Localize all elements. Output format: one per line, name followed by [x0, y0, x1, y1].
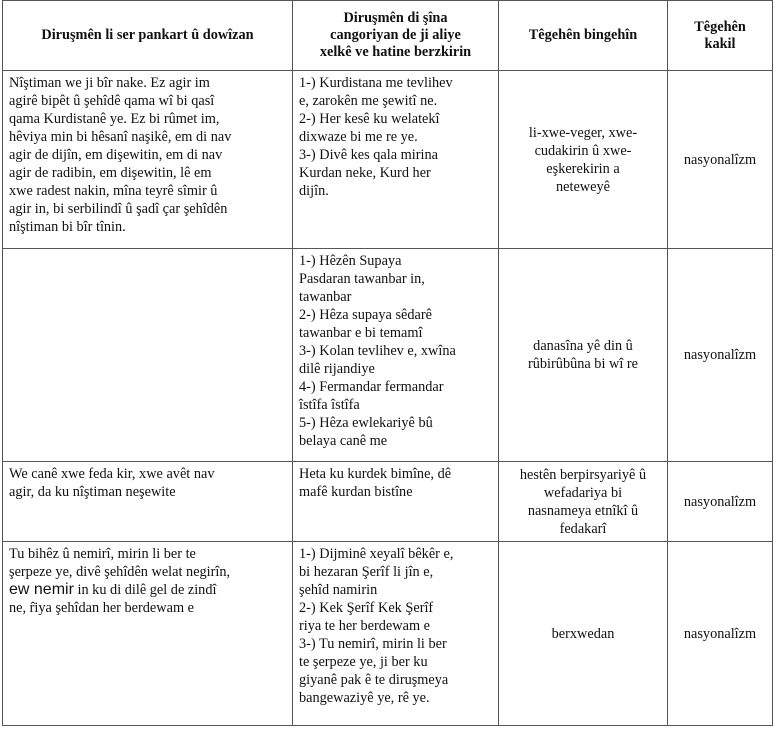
text-line: Heta ku kurdek bimîne, dê	[299, 466, 452, 482]
text-line: xwe radest nakin, mîna teyrê sîmir û	[9, 183, 218, 199]
slogan-banner-cell	[3, 71, 293, 249]
basic-concept-cell	[499, 542, 668, 726]
slogan-banner-cell	[3, 462, 293, 542]
text-line: şerpeze ye, divê şehîdên welat negirîn,	[9, 564, 231, 580]
text-line: tawanbar e bi temamî	[299, 325, 423, 341]
text-line: agirê bipêt û şehîdê qama wî bi qasî	[9, 93, 215, 109]
basic-concept-cell	[499, 249, 668, 462]
basic-concept-cell	[499, 462, 668, 542]
header-line: cangoriyan de ji aliye	[330, 27, 461, 43]
text-line: 5-) Hêza ewlekariyê bû	[299, 415, 433, 431]
text-line: 2-) Her kesê ku welatekî	[299, 111, 440, 127]
text-line: tawanbar	[299, 289, 352, 305]
text-line: agir, da ku nîştiman neşewite	[9, 484, 176, 500]
text-line: giyanê pak ê te diruşmeya	[299, 672, 449, 688]
table-row	[3, 249, 773, 462]
text-line: agir in, bi serbilindî û şadî çar şehîdên	[9, 201, 228, 217]
header-line: kakil	[704, 35, 736, 52]
header-row	[3, 1, 773, 71]
text-line: 3-) Tu nemirî, mirin li ber	[299, 636, 447, 652]
text-line: hestên berpirsyariyê û	[519, 466, 647, 483]
text-line: dilê rijandiye	[299, 361, 375, 377]
text-line: 1-) Kurdistana me tevlihev	[299, 75, 453, 91]
table-row	[3, 462, 773, 542]
text-line: riya te her berdewam e	[299, 618, 430, 634]
text-line: nîştiman bi bîr tînin.	[9, 219, 126, 235]
text-line: 2-) Kek Şerîf Kek Şerîf	[299, 600, 434, 616]
text-line: rûbirûbûna bi wî re	[528, 356, 638, 372]
text-line: Kurdan neke, Kurd her	[299, 165, 431, 181]
header-basic-concepts: Têgehên bingehîn	[499, 1, 668, 71]
text-line: hêviya min bi hêsanî naşikê, em di nav	[9, 129, 232, 145]
text-line: dixwaze bi me re ye.	[299, 129, 418, 145]
text-line: danasîna yê din û	[533, 338, 633, 354]
table-row	[3, 542, 773, 726]
basic-concept-cell	[499, 71, 668, 249]
text-line: agir de radibin, em dişewitin, lê em	[9, 165, 212, 181]
text-line: agir de dijîn, em dişewitin, em di nav	[9, 147, 223, 163]
slogan-public-cell	[293, 462, 499, 542]
text-line: nasnameya etnîkî û	[527, 502, 639, 519]
text-line: We canê xwe feda kir, xwe avêt nav	[9, 466, 215, 482]
text-line: wefadariya bi	[543, 484, 623, 501]
text-line: bangewaziyê ye, rê ye.	[299, 690, 430, 706]
text-line: qama Kurdistanê ye. Ez bi rûmet im,	[9, 111, 220, 127]
text-line: 1-) Dijminê xeyalî bêkêr e,	[299, 546, 454, 562]
text-line: bi hezaran Şerîf li jîn e,	[299, 564, 434, 580]
slogan-public-cell	[293, 71, 499, 249]
text-line: 3-) Kolan tevlihev e, xwîna	[299, 343, 456, 359]
text-line: neteweyê	[556, 178, 610, 195]
core-concept-cell: nasyonalîzm	[668, 542, 773, 726]
text-segment: in ku di dilê gel de zindî	[73, 582, 217, 598]
text-line: li-xwe-veger, xwe-	[528, 124, 638, 141]
core-concept-cell: nasyonalîzm	[668, 249, 773, 462]
text-line: şehîd namirin	[299, 582, 378, 598]
slogan-banner-cell	[3, 249, 293, 462]
text-line: Pasdaran tawanbar in,	[299, 271, 425, 287]
text-line: cudakirin û xwe-	[534, 142, 632, 159]
text-line: fedakarî	[559, 520, 607, 537]
core-concept-cell: nasyonalîzm	[668, 71, 773, 249]
text-line: te şerpeze ye, ji ber ku	[299, 654, 428, 670]
header-line: xelkê ve hatine berzkirin	[319, 44, 472, 60]
text-line: 2-) Hêza supaya sêdarê	[299, 307, 432, 323]
header-slogans-banners: Diruşmên li ser pankart û dowîzan	[3, 1, 293, 71]
text-line: Nîştiman we ji bîr nake. Ez agir im	[9, 75, 210, 91]
text-line	[9, 581, 286, 599]
header-line: Têgehên	[694, 18, 746, 35]
header-line: Diruşmên di şîna	[343, 10, 448, 26]
text-line: berxwedan	[551, 625, 615, 642]
text-line: dijîn.	[299, 183, 329, 199]
text-line: eşkerekirin a	[546, 160, 620, 177]
text-line: mafê kurdan bistîne	[299, 484, 413, 500]
text-line: îstîfa îstîfa	[299, 397, 360, 413]
slogans-table	[2, 0, 773, 726]
text-line: 3-) Divê kes qala mirina	[299, 147, 438, 163]
slogan-public-cell	[293, 542, 499, 726]
slogan-banner-cell	[3, 542, 293, 726]
text-line: Tu bihêz û nemirî, mirin li ber te	[9, 546, 196, 562]
text-line: belaya canê me	[299, 433, 388, 449]
text-line: 4-) Fermandar fermandar	[299, 379, 444, 395]
emphasized-text: ew nemir	[9, 581, 74, 598]
table-row	[3, 71, 773, 249]
header-slogans-public	[293, 1, 499, 71]
slogan-public-cell	[293, 249, 499, 462]
text-line: e, zarokên me şewitî ne.	[299, 93, 438, 109]
core-concept-cell: nasyonalîzm	[668, 462, 773, 542]
header-core-concepts	[668, 1, 773, 71]
text-line: 1-) Hêzên Supaya	[299, 253, 402, 269]
text-line: ne, r̂iya şehîdan her berdewam e	[9, 600, 194, 616]
